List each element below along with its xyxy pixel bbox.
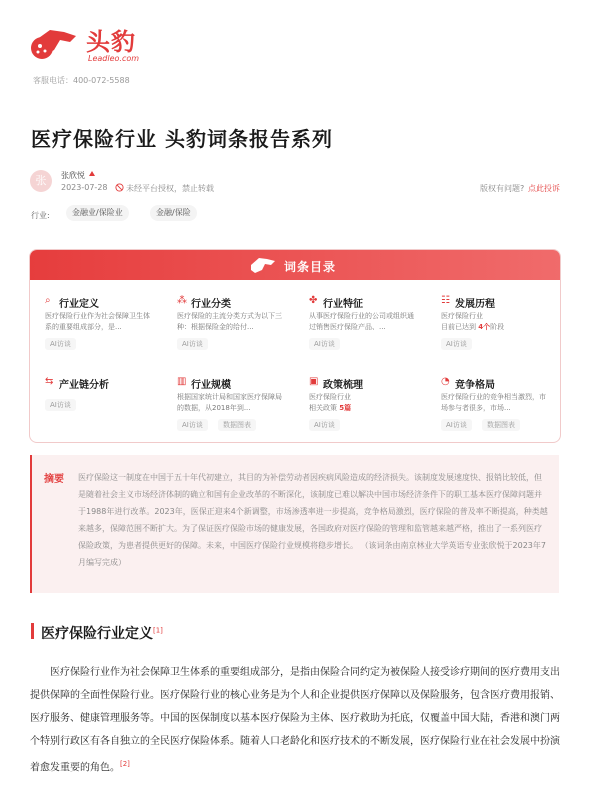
catalog-item-features[interactable]: 行业特征 [323,299,363,310]
feature-icon: ✤ [309,295,318,306]
catalog-item-scale[interactable]: 行业规模 [191,380,231,391]
footnote-ref[interactable]: [2] [120,760,130,768]
catalog-item-classification[interactable]: 行业分类 [191,299,231,310]
history-icon: ☷ [441,295,450,306]
policy-count: 5篇 [339,404,352,412]
desc-text: 医疗保险行业 [309,393,351,401]
catalog-item-desc: 医疗保险的主流分类方式为以下三种：根据保险金的给付... [177,312,282,331]
catalog-item-industry-chain[interactable]: 产业链分析 [59,380,109,391]
catalog-item-history[interactable]: 发展历程 [455,299,495,310]
abstract-box [30,455,559,593]
page-title: 医疗保险行业 头豹词条报告系列 [31,127,333,151]
catalog-title: 词条目录 [284,260,337,274]
section-accent-bar [31,623,34,639]
desc-text: 目前已达到 [441,323,479,331]
copyright-question: 版权有问题? [480,184,525,193]
ai-interview-chip[interactable]: AI访谈 [45,338,76,350]
copyright-notice: 未经平台授权，禁止转载 [126,184,214,193]
stage-count: 4个 [478,323,491,331]
publish-date: 2023-07-28 [61,183,108,192]
abstract-label: 摘要 [44,474,64,485]
catalog-item-competition[interactable]: 竞争格局 [455,380,495,391]
catalog-item-desc: 根据国家统计局和国家医疗保障局的数据，从2018年到... [177,393,282,412]
industry-label: 行业: [31,211,50,220]
ai-interview-chip[interactable]: AI访谈 [177,338,208,350]
industry-tag[interactable]: 金融/保险 [150,205,197,221]
footnote-ref[interactable]: [1] [153,626,163,635]
industry-tag[interactable]: 金融业/保险业 [66,205,129,221]
brand-domain: Leadleo.com [88,54,140,63]
avatar[interactable]: 张 [30,170,52,192]
catalog-panel [29,249,561,443]
leopard-logo-icon [249,255,277,275]
ai-interview-chip[interactable]: AI访谈 [441,419,472,431]
pie-chart-icon: ◔ [441,376,450,387]
classification-icon: ⁂ [177,295,187,306]
ai-interview-chip[interactable]: AI访谈 [441,338,472,350]
paragraph-text: 医疗保险行业作为社会保障卫生体系的重要组成部分，是指由保险合同约定为被保险人接受诊疗期间的医疗费用支出提供保障的全面性保险行业。医疗保险行业的核心业务是为个人和企业提供医疗保障以及保险服务，包含医疗费用报销、医疗服务、健康管理服务等。中国的医保制度以基本医疗保险为主体、医疗救助为托底，仅覆盖中国大陆，香港和澳门两个特别行政区有各自独立的全民医疗保险体系。随着人口老龄化和医疗技术的不断发展，医疗保险行业在社会发展中扮演着愈发重要的角色。 [30,667,560,774]
abstract-accent-bar [30,455,32,593]
brand-name: 头豹 [86,28,136,56]
author-name[interactable]: 张欣悦 [61,171,85,180]
hotline-text: 客服电话：400-072-5588 [33,76,130,85]
desc-text: 相关政策 [309,404,340,412]
ai-interview-chip[interactable]: AI访谈 [45,399,76,411]
catalog-item-desc [309,392,417,414]
section-title [41,623,163,643]
search-icon: ⌕ [45,295,51,306]
bar-chart-icon: ▥ [177,376,187,387]
catalog-item-policy[interactable]: 政策梳理 [323,380,363,391]
catalog-item-desc [441,311,549,333]
section-paragraph [30,661,560,779]
catalog-item-desc: 医疗保险行业作为社会保障卫生体系的重要组成部分，是... [45,312,150,331]
data-chart-chip[interactable]: 数据图表 [218,419,256,431]
catalog-item-definition[interactable]: 行业定义 [59,299,99,310]
ai-interview-chip[interactable]: AI访谈 [177,419,208,431]
leopard-logo-icon [30,26,78,62]
desc-text: 医疗保险行业 [441,312,483,320]
catalog-item-desc: 医疗保险行业的竞争相当激烈，市场参与者很多，市场... [441,393,546,412]
ai-interview-chip[interactable]: AI访谈 [309,419,340,431]
catalog-header [30,250,560,280]
policy-icon: ▣ [309,376,319,387]
report-link[interactable]: 点此投诉 [528,184,560,193]
no-reprint-icon [115,183,124,192]
data-chart-chip[interactable]: 数据图表 [482,419,520,431]
ai-interview-chip[interactable]: AI访谈 [309,338,340,350]
abstract-text: 医疗保险这一制度在中国于五十年代初建立，其目的为补偿劳动者因疾病风险造成的经济损失。该制度发展速度快、报销比较低，但是随着社会主义市场经济体制的确立和国有企业改革的不断深化，该制度已难以解决中国市场经济条件下的职工基本医疗保障问题并于1988年进行改革。2023年，医保正迎来4个新调整，市场渗透率进一步提高，竞争格局激烈，医疗保险的普及率不断提高，种类越来越多，保障范围不断扩大。为了保证医疗保险市场的健康发展，各国政府对医疗保险的管理和监管越来越严格，推出了一系列医疗保险政策，为患者提供更好的保障。未来，中国医疗保险行业规模将稳步增长。 （该词条由南京林业大学英语专业张欣悦于2023年7月编写完成） [78,473,548,567]
desc-text: 阶段 [490,323,505,331]
section-title-text: 医疗保险行业定义 [41,626,153,642]
catalog-item-desc: 从事医疗保险行业的公司或组织通过销售医疗保险产品、... [309,312,414,331]
verified-badge-icon [88,170,96,178]
chain-icon: ⇆ [45,376,54,387]
